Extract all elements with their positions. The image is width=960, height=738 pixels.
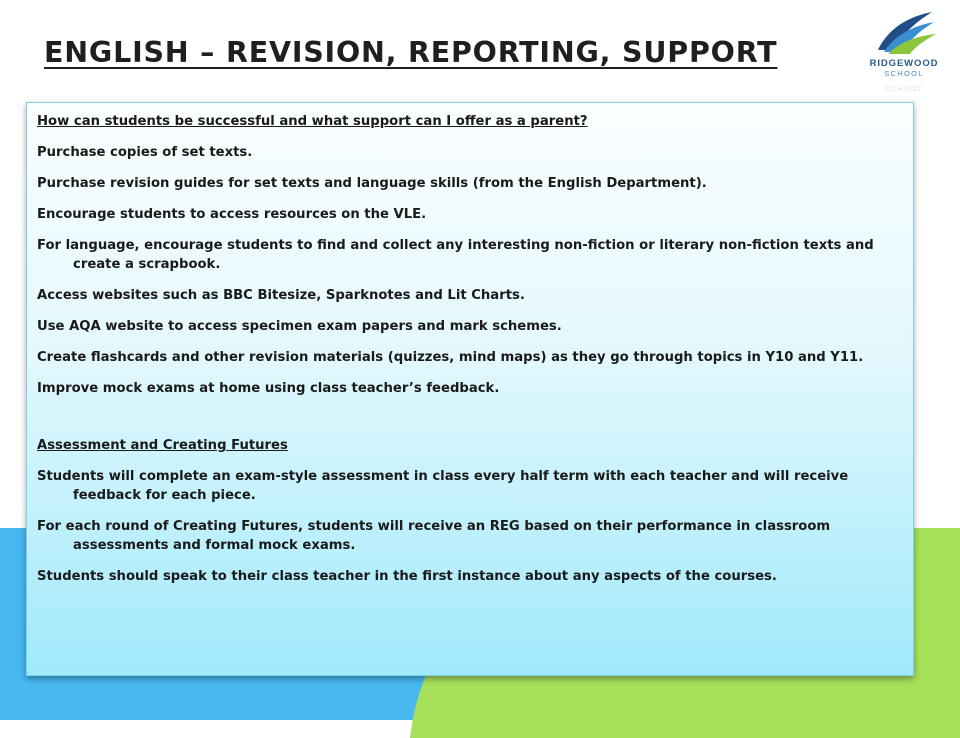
support-item: Purchase revision guides for set texts and language skills (from the English Department). [37, 176, 707, 191]
assessment-item: For each round of Creating Futures, students will receive an REG based on their performance in classroom assessments and formal mock exams. [37, 519, 831, 553]
wave-emblem-icon [858, 6, 950, 62]
assessment-item: Students will complete an exam-style assessment in class every half term with each teacher and will receive feedback for each piece. [37, 469, 849, 503]
content-panel [26, 102, 914, 676]
logo-reflection: SCHOOL [884, 84, 924, 93]
section-heading-support: How can students be successful and what support can I offer as a parent? [37, 114, 588, 129]
support-item: Create flashcards and other revision materials (quizzes, mind maps) as they go through topics in Y10 and Y11. [37, 350, 864, 365]
support-item: Purchase copies of set texts. [37, 145, 253, 160]
support-item: Encourage students to access resources on the VLE. [37, 207, 427, 222]
school-logo [858, 6, 950, 98]
section-heading-assessment: Assessment and Creating Futures [37, 438, 288, 453]
section-spacer [37, 410, 897, 436]
logo-school-label: SCHOOL [884, 69, 924, 78]
support-item: Use AQA website to access specimen exam papers and mark schemes. [37, 319, 562, 334]
slide-title: ENGLISH – REVISION, REPORTING, SUPPORT [44, 36, 778, 69]
support-item: For language, encourage students to find and collect any interesting non-fiction or literary non-fiction texts and create a scrapbook. [37, 238, 874, 272]
support-item: Access websites such as BBC Bitesize, Sparknotes and Lit Charts. [37, 288, 525, 303]
logo-school-name: RIDGEWOOD [869, 58, 939, 69]
support-item: Improve mock exams at home using class teacher’s feedback. [37, 381, 500, 396]
assessment-item: Students should speak to their class teacher in the first instance about any aspects of the courses. [37, 569, 777, 584]
